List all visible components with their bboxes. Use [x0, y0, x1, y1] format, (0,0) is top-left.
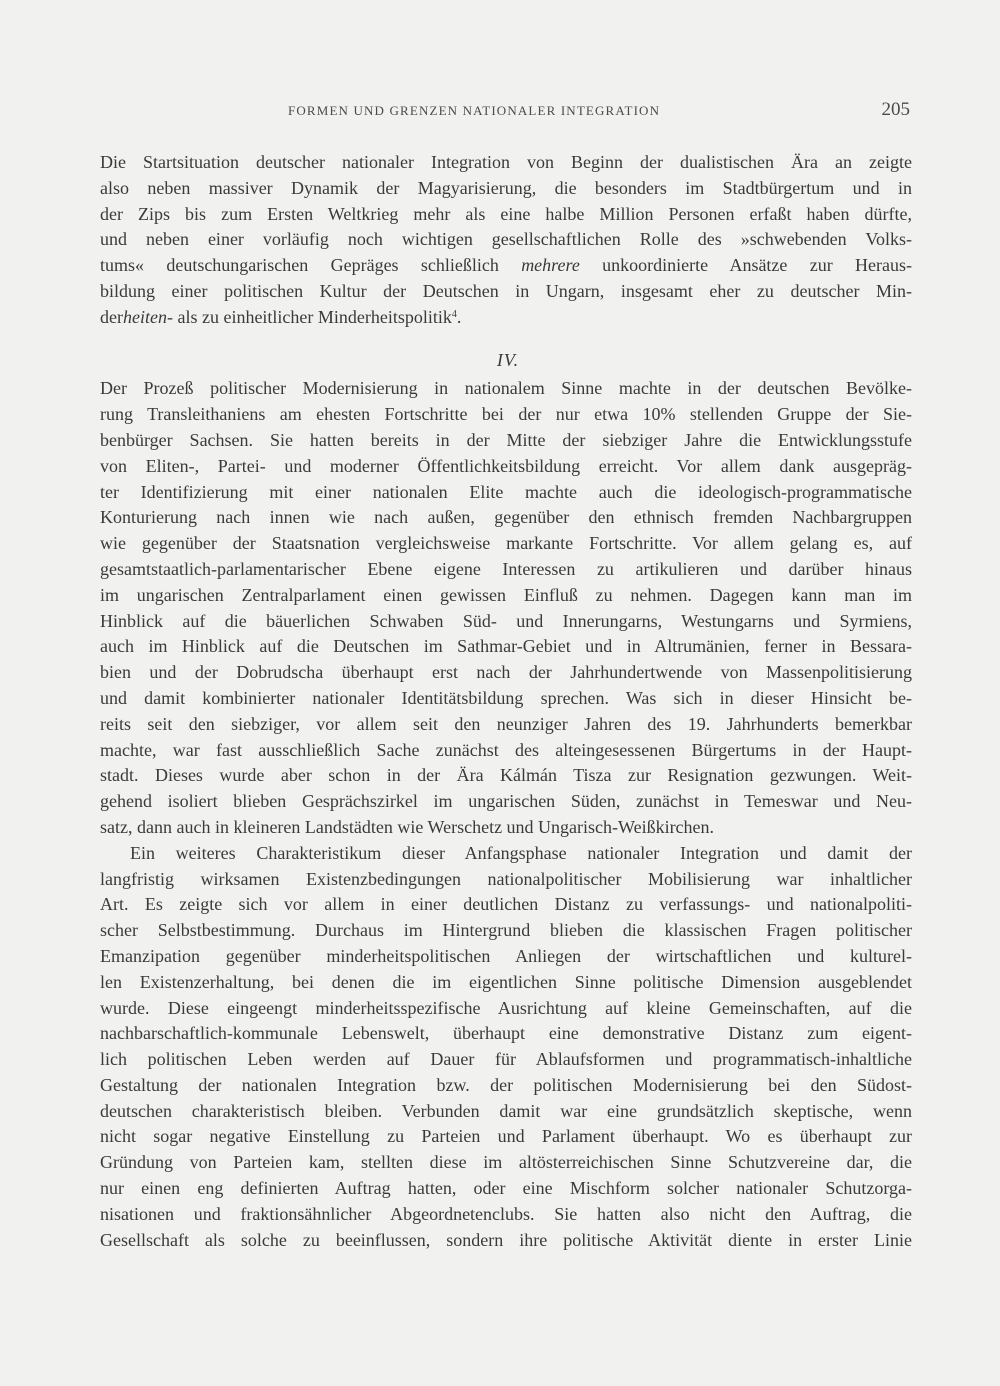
- text-line: machte, war fast ausschließlich Sache zunächst des alteingesessenen Bürgertums in der Haupt-: [100, 739, 912, 760]
- text-line: Ein weiteres Charakteristikum dieser Anfangsphase nationaler Integration und damit der: [130, 842, 912, 863]
- text-line: nisationen und fraktionsähnlicher Abgeordnetenclubs. Sie hatten also nicht den Auftrag, die: [100, 1203, 912, 1224]
- text-run: tums« deutschungarischen Gepräges schließlich: [100, 255, 522, 276]
- text-line: lich politischen Leben werden auf Dauer für Ablaufsformen und programmatisch-inhaltliche: [100, 1049, 912, 1070]
- text-line: [100, 305, 912, 331]
- text-line: langfristig wirksamen Existenzbedingungen nationalpolitischer Mobilisierung war inhaltlicher: [100, 868, 912, 889]
- footnote-marker: 4: [451, 308, 457, 320]
- text-line: bildung einer politischen Kultur der Deutschen in Ungarn, insgesamt eher zu deutscher Min-: [100, 280, 912, 301]
- text-line: Die Startsituation deutscher nationaler Integration von Beginn der dualistischen Ära an zeigte: [100, 152, 912, 172]
- text-line: [100, 253, 912, 279]
- text-line: und neben einer vorläufig noch wichtigen gesellschaftlichen Rolle des »schwebenden Volks-: [100, 229, 912, 250]
- text-line: der Zips bis zum Ersten Weltkrieg mehr als eine halbe Million Personen erfaßt haben dürfte,: [100, 203, 912, 224]
- body-text: [100, 150, 912, 1253]
- text-line: Konturierung nach innen wie nach außen, gegenüber den ethnisch fremden Nachbargruppen: [100, 507, 912, 528]
- text-line: gesamtstaatlich-parlamentarischer Ebene eigene Interessen zu artikulieren und darüber hinaus: [100, 558, 912, 579]
- text-line: nicht sogar negative Einstellung zu Parteien und Parlament überhaupt. Wo es überhaupt zur: [100, 1126, 912, 1147]
- text-line: Gestaltung der nationalen Integration bzw. der politischen Modernisierung bei den Südost-: [100, 1074, 912, 1095]
- text-line: reits seit den siebziger, vor allem seit den neunziger Jahren des 19. Jahrhunderts bemerkbar: [100, 713, 912, 734]
- text-line: bien und der Dobrudscha überhaupt erst nach der Jahrhundertwende von Massenpolitisierung: [100, 662, 912, 683]
- text-run: der: [100, 306, 123, 327]
- text-line: also neben massiver Dynamik der Magyarisierung, die besonders im Stadtbürgertum und in: [100, 177, 912, 198]
- text-line: nur einen eng definierten Auftrag hatten, oder eine Mischform solcher nationaler Schutzorga-: [100, 1178, 912, 1199]
- text-line: Der Prozeß politischer Modernisierung in nationalem Sinne machte in der deutschen Bevölke-: [100, 378, 912, 399]
- text-run: .: [456, 306, 462, 327]
- text-line: scher Selbstbestimmung. Durchaus im Hintergrund blieben die klassischen Fragen politischer: [100, 920, 912, 941]
- text-line: wie gegenüber der Staatsnation vergleichsweise markante Fortschritte. Vor allem gelang es, auf: [100, 533, 912, 554]
- text-line: im ungarischen Zentralparlament einen gewissen Einfluß zu nehmen. Dagegen kann man im: [100, 584, 912, 605]
- text-line: ter Identifizierung mit einer nationalen Elite machte auch die ideologisch-programmatische: [100, 481, 912, 502]
- text-run: unkoordinierte Ansätze zur Heraus-: [579, 255, 912, 276]
- text-line: und damit kombinierter nationaler Identitätsbildung sprechen. Was sich in dieser Hinsicht be-: [100, 687, 912, 708]
- running-head: [100, 99, 912, 125]
- text-line: auch im Hinblick auf die Deutschen im Sathmar-Gebiet und in Altrumänien, ferner in Bessara-: [100, 636, 912, 657]
- paragraph-1: [100, 150, 912, 331]
- emphasis-text: mehrere: [521, 255, 580, 276]
- text-line: Gründung von Parteien kam, stellten diese im altösterreichischen Sinne Schutzvereine dar, die: [100, 1152, 912, 1173]
- text-line: Art. Es zeigte sich vor allem in einer deutlichen Distanz zu verfassungs- und nationalpoliti-: [100, 894, 912, 915]
- text-line: nachbarschaftlich-kommunale Lebenswelt, überhaupt eine demonstrative Distanz zum eigent-: [100, 1023, 912, 1044]
- text-line: benbürger Sachsen. Sie hatten bereits in der Mitte der siebziger Jahre die Entwicklungsstufe: [100, 429, 912, 450]
- text-line: von Eliten-, Partei- und moderner Öffentlichkeitsbildung erreicht. Vor allem dank ausgepräg-: [100, 455, 912, 476]
- text-line: satz, dann auch in kleineren Landstädten wie Werschetz und Ungarisch-Weißkirchen.: [100, 816, 715, 837]
- text-line: Emanzipation gegenüber minderheitspolitischen Anliegen der wirtschaftlichen und kulturel-: [100, 945, 912, 966]
- text-line: deutschen charakteristisch bleiben. Verbunden damit war eine grundsätzlich skeptische, wenn: [100, 1100, 912, 1121]
- text-line: wurde. Diese eingeengt minderheitsspezifische Ausrichtung auf kleine Gemeinschaften, auf die: [100, 997, 912, 1018]
- text-line: rung Transleithaniens am ehesten Fortschritte bei der nur etwa 10% stellenden Gruppe der Sie-: [100, 404, 912, 425]
- text-line: stadt. Dieses wurde aber schon in der Ära Kálmán Tisza zur Resignation gezwungen. Weit-: [100, 765, 912, 786]
- paragraph-3: [100, 841, 912, 1254]
- running-title: FORMEN UND GRENZEN NATIONALER INTEGRATION: [288, 103, 661, 118]
- text-line: len Existenzerhaltung, bei denen die im eigentlichen Sinne politische Dimension ausgeblendet: [100, 971, 912, 992]
- text-line: Gesellschaft als solche zu beeinflussen, sondern ihre politische Aktivität diente in erster Linie: [100, 1229, 912, 1250]
- page-number: 205: [881, 99, 910, 120]
- emphasis-text: heiten-: [122, 306, 173, 327]
- text-run: als zu einheitlicher Minderheitspolitik: [172, 306, 452, 327]
- text-line: gehend isoliert blieben Gesprächszirkel im ungarischen Süden, zunächst in Temeswar und Neu-: [100, 791, 912, 812]
- text-line: Hinblick auf die bäuerlichen Schwaben Süd- und Innerungarns, Westungarns und Syrmiens,: [100, 610, 912, 631]
- section-heading: IV.: [496, 349, 520, 370]
- paragraph-2: [100, 376, 912, 840]
